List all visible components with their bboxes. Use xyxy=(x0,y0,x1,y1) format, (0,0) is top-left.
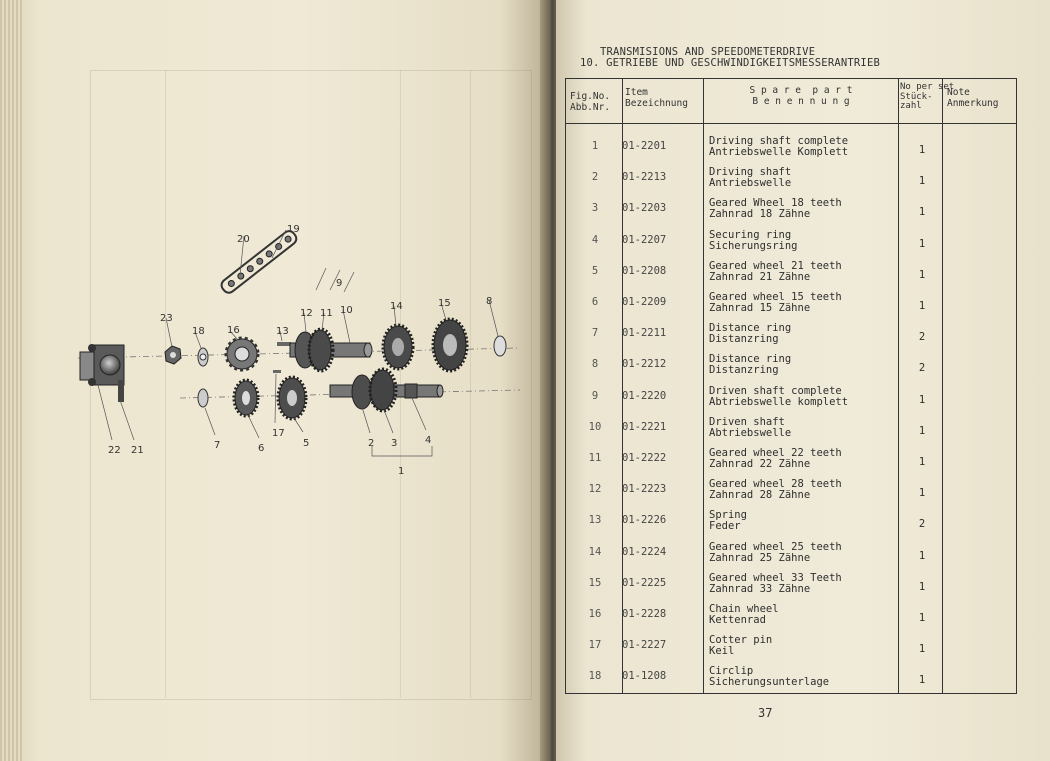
callout-number: 21 xyxy=(131,445,144,456)
table-row xyxy=(566,193,1016,224)
quantity: 1 xyxy=(918,580,926,593)
quantity: 2 xyxy=(918,362,926,375)
item-number: 01-2227 xyxy=(622,639,667,652)
item-number: 01-2220 xyxy=(622,389,667,402)
geared-wheel xyxy=(433,319,467,371)
fig-number: 9 xyxy=(591,389,599,402)
callout-number: 17 xyxy=(272,428,285,439)
geared-wheel xyxy=(383,325,413,369)
col-header-item: Item Bezeichnung xyxy=(625,87,688,109)
callout-number: 5 xyxy=(303,438,310,449)
part-description xyxy=(709,354,791,376)
part-description xyxy=(709,292,842,314)
drive-chain xyxy=(219,229,299,295)
part-name-english: Geared wheel 33 Teeth xyxy=(709,571,842,584)
col-header-note: Note Anmerkung xyxy=(947,87,999,109)
quantity: 2 xyxy=(918,331,926,344)
table-row xyxy=(566,318,1016,349)
part-description xyxy=(709,666,829,688)
part-name-english: Distance ring xyxy=(709,353,792,366)
callout-number: 8 xyxy=(486,296,493,307)
table-row xyxy=(566,630,1016,661)
fig-number: 2 xyxy=(591,171,599,184)
part-name-german: Zahnrad 25 Zähne xyxy=(709,551,811,564)
section-title-german: 10. GETRIEBE UND GESCHWINDIGKEITSMESSERANTRIEB xyxy=(580,57,880,69)
part-name-german: Zahnrad 28 Zähne xyxy=(709,489,811,502)
part-name-english: Driven shaft complete xyxy=(709,384,842,397)
fig-number: 4 xyxy=(591,233,599,246)
part-name-english: Geared wheel 22 teeth xyxy=(709,447,842,459)
item-number: 01-2203 xyxy=(622,202,667,215)
item-number: 01-2201 xyxy=(622,140,667,152)
part-name-english: Geared wheel 21 teeth xyxy=(709,259,842,272)
section-title-english: TRANSMISIONS AND SPEEDOMETERDRIVE xyxy=(600,46,816,58)
table-row xyxy=(566,256,1016,287)
item-number: 01-2213 xyxy=(622,171,667,184)
table-row xyxy=(566,474,1016,505)
callout-number: 1 xyxy=(398,466,405,477)
part-name-german: Zahnrad 21 Zähne xyxy=(709,270,811,283)
part-name-german: Sicherungsunterlage xyxy=(709,676,830,689)
part-name-english: Circlip xyxy=(709,665,754,678)
callout-number: 7 xyxy=(214,440,221,451)
part-name-german: Abtriebswelle xyxy=(709,426,792,439)
item-number: 01-2209 xyxy=(622,296,667,308)
table-row xyxy=(566,443,1016,474)
table-row xyxy=(566,505,1016,536)
fig-number: 13 xyxy=(588,514,602,527)
callout-number: 3 xyxy=(391,438,398,449)
callout-number: 12 xyxy=(300,308,313,319)
table-row xyxy=(566,162,1016,193)
item-number: 01-2224 xyxy=(622,545,667,558)
part-description xyxy=(709,323,791,345)
part-name-german: Antriebswelle Komplett xyxy=(709,146,849,158)
part-description xyxy=(709,635,772,657)
quantity: 1 xyxy=(918,206,926,219)
callout-number: 2 xyxy=(368,438,375,449)
fig-number: 6 xyxy=(591,296,599,308)
part-description xyxy=(709,386,848,408)
part-name-german: Zahnrad 22 Zähne xyxy=(709,458,811,470)
spring xyxy=(273,370,281,373)
part-description xyxy=(709,417,791,439)
part-description xyxy=(709,604,779,626)
chain-sprocket xyxy=(226,338,258,370)
fig-number: 17 xyxy=(588,639,602,652)
part-description xyxy=(709,573,842,595)
part-description xyxy=(709,261,842,283)
callout-number: 16 xyxy=(227,325,240,336)
part-description xyxy=(709,198,842,220)
callout-number: 15 xyxy=(438,298,451,309)
part-name-english: Spring xyxy=(709,509,747,522)
quantity: 1 xyxy=(918,300,926,312)
item-number: 01-2226 xyxy=(622,514,667,527)
item-number: 01-2221 xyxy=(622,420,667,433)
part-name-german: Antriebswelle xyxy=(709,177,792,190)
speedometer-drive-housing xyxy=(80,344,124,402)
part-description xyxy=(709,510,747,532)
item-number: 01-2222 xyxy=(622,452,667,464)
quantity: 1 xyxy=(918,612,926,624)
callout-number: 20 xyxy=(237,234,250,245)
table-row xyxy=(566,349,1016,380)
part-name-english: Driving shaft complete xyxy=(709,135,849,147)
table-row xyxy=(566,537,1016,568)
callout-number: 19 xyxy=(287,224,300,235)
callout-number: 9 xyxy=(336,278,343,289)
table-row xyxy=(566,568,1016,599)
table-row xyxy=(566,412,1016,443)
part-name-english: Geared wheel 28 teeth xyxy=(709,478,842,491)
callout-number: 13 xyxy=(276,326,289,337)
part-name-german: Distanzring xyxy=(709,364,779,377)
cotter-pin xyxy=(277,342,291,346)
fig-number: 8 xyxy=(591,358,599,371)
fig-number: 18 xyxy=(588,670,602,683)
spare-parts-table xyxy=(565,78,1017,694)
part-name-german: Keil xyxy=(709,645,735,658)
part-name-german: Zahnrad 15 Zähne xyxy=(709,302,811,314)
item-number: 01-2223 xyxy=(622,483,667,496)
item-number: 01-2211 xyxy=(622,327,667,340)
item-number: 01-2207 xyxy=(622,233,667,246)
fig-number: 16 xyxy=(588,608,602,620)
part-name-german: Distanzring xyxy=(709,333,779,346)
part-name-german: Abtriebswelle komplett xyxy=(709,395,849,408)
quantity: 1 xyxy=(918,424,926,437)
table-row xyxy=(566,287,1016,318)
fig-number: 12 xyxy=(588,483,602,496)
part-name-english: Geared Wheel 18 teeth xyxy=(709,197,842,210)
part-name-english: Driven shaft xyxy=(709,415,785,428)
part-name-english: Geared wheel 25 teeth xyxy=(709,540,842,553)
quantity: 1 xyxy=(918,549,926,562)
quantity: 1 xyxy=(918,487,926,500)
part-description xyxy=(709,230,798,252)
quantity: 1 xyxy=(918,237,926,250)
part-description xyxy=(709,167,791,189)
header-rule xyxy=(566,123,1016,124)
item-number: 01-2225 xyxy=(622,576,667,589)
part-name-german: Feder xyxy=(709,520,741,533)
fig-number: 10 xyxy=(588,420,602,433)
page-number: 37 xyxy=(758,706,773,720)
fig-number: 1 xyxy=(591,140,599,152)
table-row xyxy=(566,599,1016,630)
table-row xyxy=(566,661,1016,692)
fig-number: 5 xyxy=(591,264,599,277)
callout-number: 6 xyxy=(258,443,265,454)
geared-wheel xyxy=(234,380,258,416)
part-name-english: Geared wheel 15 teeth xyxy=(709,291,842,303)
part-name-english: Chain wheel xyxy=(709,603,779,615)
part-name-german: Kettenrad xyxy=(709,614,766,626)
distance-ring xyxy=(494,336,506,356)
quantity: 1 xyxy=(918,393,926,406)
callout-number: 11 xyxy=(320,308,333,319)
col-header-qty: No per set Stück- zahl xyxy=(900,82,955,111)
part-description xyxy=(709,542,842,564)
table-row xyxy=(566,381,1016,412)
part-name-german: Zahnrad 18 Zähne xyxy=(709,208,811,221)
item-number: 01-2208 xyxy=(622,264,667,277)
part-name-english: Cotter pin xyxy=(709,634,773,647)
item-number: 01-2228 xyxy=(622,608,667,620)
callout-number: 14 xyxy=(390,301,403,312)
quantity: 1 xyxy=(918,268,926,281)
table-row xyxy=(566,225,1016,256)
table-row xyxy=(566,131,1016,162)
quantity: 1 xyxy=(918,144,926,156)
part-description xyxy=(709,136,848,158)
item-number: 01-1208 xyxy=(622,670,667,683)
fig-number: 7 xyxy=(591,327,599,340)
callout-number: 4 xyxy=(425,435,432,446)
part-description xyxy=(709,479,842,501)
item-number: 01-2212 xyxy=(622,358,667,371)
callout-number: 23 xyxy=(160,313,173,324)
nut xyxy=(165,346,181,364)
part-name-english: Securing ring xyxy=(709,228,792,241)
part-name-german: Zahnrad 33 Zähne xyxy=(709,582,811,595)
quantity: 1 xyxy=(918,643,926,656)
quantity: 1 xyxy=(918,456,926,468)
col-header-fig: Fig.No. Abb.Nr. xyxy=(570,91,611,113)
quantity: 2 xyxy=(918,518,926,531)
quantity: 1 xyxy=(918,674,926,687)
callout-number: 10 xyxy=(340,305,353,316)
fig-number: 15 xyxy=(588,576,602,589)
part-name-german: Sicherungsring xyxy=(709,239,798,252)
fig-number: 3 xyxy=(591,202,599,215)
callout-number: 22 xyxy=(108,445,121,456)
col-header-spare-part: S p a r e p a r t B e n e n n u n g xyxy=(749,85,853,107)
quantity: 1 xyxy=(918,175,926,188)
part-name-english: Driving shaft xyxy=(709,166,792,179)
callout-number: 18 xyxy=(192,326,205,337)
driving-shaft xyxy=(330,369,443,411)
driven-shaft xyxy=(290,329,372,371)
part-description xyxy=(709,448,842,470)
fig-number: 11 xyxy=(588,452,602,464)
geared-wheel xyxy=(278,377,306,419)
part-name-english: Distance ring xyxy=(709,322,792,335)
distance-ring xyxy=(198,389,208,407)
fig-number: 14 xyxy=(588,545,602,558)
